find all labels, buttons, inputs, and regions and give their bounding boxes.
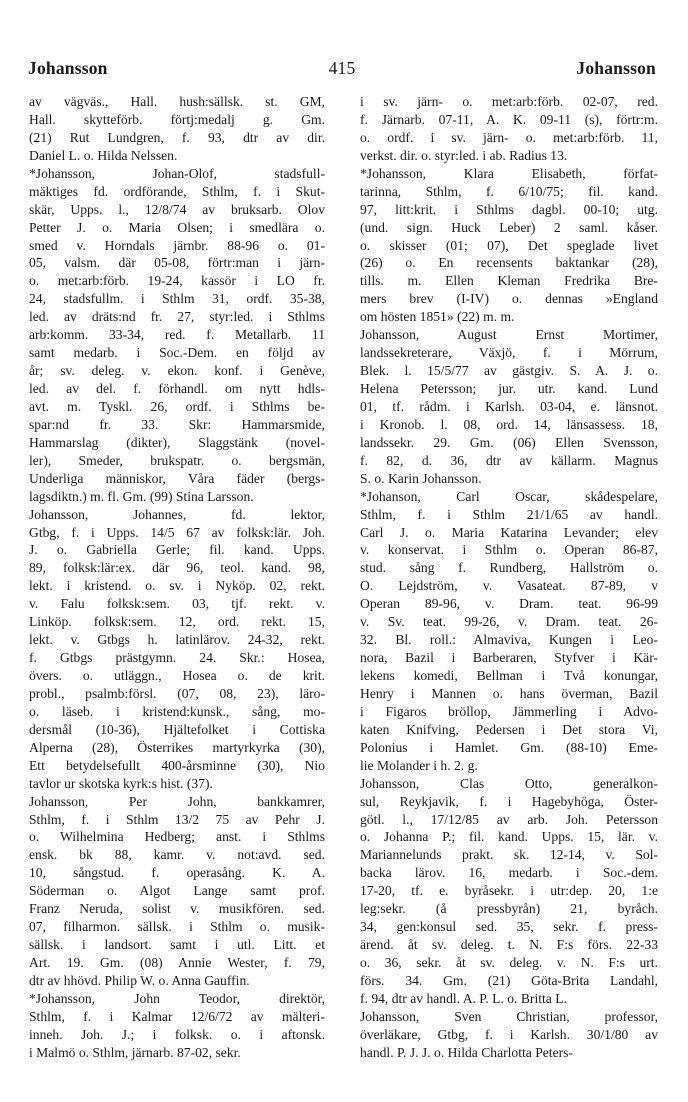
text-line: 32. Bl. roll.: Almaviva, Kungen i Leo- xyxy=(360,632,658,648)
text-line: Hall. skytteförb. förtj:medalj g. Gm. xyxy=(29,111,325,127)
text-line: v. Falu folksk:sem. 03, tjf. rekt. v. xyxy=(29,596,325,612)
text-line: i Kronob. l. 08, ord. 14, länsassess. 18, xyxy=(360,416,658,432)
text-line: Gtbg, f. i Upps. 14/5 67 av folksk:lär. Joh. xyxy=(29,524,325,540)
text-line: sul, Reykjavik, f. i Hagebyhöga, Öster- xyxy=(360,793,658,809)
text-line: S. o. Karin Johansson. xyxy=(360,470,482,486)
text-line: 10, sångstud. f. operasång. K. A. xyxy=(29,865,325,881)
right-column xyxy=(360,93,658,1062)
text-line: lie Molander i h. 2. g. xyxy=(360,757,478,773)
text-line: Art. 19. Gm. (08) Annie Wester, f. 79, xyxy=(29,955,325,970)
text-line: o. met:arb:förb. 19-24, kassör i LO fr. xyxy=(29,273,325,289)
text-line: arb:komm. 33-34, red. f. Metallarb. 11 xyxy=(29,327,325,343)
text-line: år; sv. deleg. v. ekon. konf. i Genève, xyxy=(29,363,325,379)
text-line: skär, Upps. l., 12/8/74 av bruksarb. Olov xyxy=(29,201,325,217)
text-line: katen Knifving, Pedersen i Det stora Vi, xyxy=(360,721,658,737)
text-line: tarinna, Sthlm, f. 6/10/75; fil. kand. xyxy=(360,183,658,199)
text-line: Sthlm, f. i Sthlm 13/2 75 av Pehr J. xyxy=(29,811,325,827)
text-line: Johansson, Sven Christian, professor, xyxy=(360,1008,658,1024)
text-line: stud. sång f. Rundberg, Hallström o. xyxy=(360,560,658,576)
text-line: f. 82, d. 36, dtr av källarm. Magnus xyxy=(360,452,658,468)
text-line: *Johansson, John Teodor, direktör, xyxy=(29,990,325,1006)
text-line: Operan 89-96, v. Dram. teat. 96-99 xyxy=(360,596,658,612)
text-line: Sthlm, f. i Kalmar 12/6/72 av mälteri- xyxy=(29,1008,325,1024)
text-line: lekens komedi, Bellman i Två konungar, xyxy=(360,668,658,683)
text-line: Hammarslag (dikter), Slaggstänk (novel- xyxy=(29,434,325,450)
text-line: o. läseb. i kristend:kunsk., sång, mo- xyxy=(29,703,325,719)
text-line: O. Lejdström, v. Vasateat. 87-89, v xyxy=(360,578,658,594)
text-line: Alperna (28), Österrikes martyrkyrka (30), xyxy=(29,739,325,755)
text-line: lagsdiktn.) m. fl. Gm. (99) Stina Larsson. xyxy=(29,488,254,504)
text-line: f. Gtbgs prästgymn. 24. Skr.: Hosea, xyxy=(29,650,325,666)
text-line: 34, gen:konsul sed. 35, sekr. f. press- xyxy=(360,919,658,935)
text-line: o. 36, sekr. åt sv. deleg. v. N. F:s urt. xyxy=(360,955,658,970)
text-line: Söderman o. Algot Lange samt prof. xyxy=(29,883,325,899)
text-line: led. av dräts:nd fr. 27, styr:led. i Sthlms xyxy=(29,309,325,325)
text-line: Henry i Mannen o. hans överman, Bazil xyxy=(360,685,658,701)
page-number: 415 xyxy=(328,58,356,78)
text-line: om hösten 1851» (22) m. m. xyxy=(360,309,515,325)
text-line: tills. m. Ellen Kleman Fredrika Bre- xyxy=(360,273,658,289)
text-line: 07, filharmon. sällsk. i Sthlm o. musik- xyxy=(29,919,325,935)
text-line: Johansson, Johannes, fd. lektor, xyxy=(29,506,325,522)
text-line: ler), Smeder, brukspatr. o. bergsmän, xyxy=(29,452,325,468)
text-line: mers brev (I-IV) o. dennas »England xyxy=(360,291,658,307)
text-line: verkst. dir. o. styr:led. i ab. Radius 13. xyxy=(360,147,568,163)
text-line: landssekr. 29. Gm. (06) Ellen Svensson, xyxy=(360,434,658,450)
text-line: Daniel L. o. Hilda Nelssen. xyxy=(29,147,178,163)
text-line: Polonius i Hamlet. Gm. (88-10) Eme- xyxy=(360,739,658,755)
text-line: leg:sekr. (å pressbyrån) 21, byråch. xyxy=(360,901,658,917)
text-line: handl. P. J. J. o. Hilda Charlotta Peters- xyxy=(360,1044,573,1060)
text-line: ensk. bk 88, kamr. v. not:avd. sed. xyxy=(29,847,325,863)
text-line: Blek. l. 15/5/77 av gästgiv. S. A. J. o. xyxy=(360,363,658,379)
text-line: *Johansson, Klara Elisabeth, förfat- xyxy=(360,165,658,181)
text-line: o. skisser (01; 07), Det speglade livet xyxy=(360,237,658,253)
text-line: sällsk. i landsort. samt i utl. Litt. et xyxy=(29,937,325,953)
text-line: (und. sign. Huck Leber) 2 saml. kåser. xyxy=(360,219,658,235)
text-line: Ett betydelsefullt 400-årsminne (30), Nio xyxy=(29,757,325,773)
text-line: Underliga människor, Våra fäder (bergs- xyxy=(29,470,325,486)
text-line: backa lärov. 16, medarb. i Soc.-dem. xyxy=(360,865,658,881)
text-line: f. Järnarb. 07-11, A. K. 09-11 (s), förtr:m. xyxy=(360,111,658,127)
text-line: överläkare, Gtbg, f. i Karlsh. 30/1/80 av xyxy=(360,1026,658,1042)
text-line: o. Wilhelmina Hedberg; anst. i Sthlms xyxy=(29,829,325,845)
text-line: Franz Neruda, solist v. musikfören. sed. xyxy=(29,901,325,917)
text-line: avt. m. Tyskl. 26, ordf. i Sthlms be- xyxy=(29,398,325,414)
text-line: *Johansson, Johan-Olof, stadsfull- xyxy=(29,165,325,181)
header-left-name: Johansson xyxy=(28,58,108,78)
text-line: dersmål (10-36), Hjältefolket i Cottiska xyxy=(29,721,325,737)
text-line: samt medarb. i Soc.-Dem. en följd av xyxy=(29,345,325,361)
text-line: mäktiges fd. ordförande, Sthlm, f. i Skut- xyxy=(29,183,325,199)
running-header xyxy=(28,58,656,82)
text-line: f. 94, dtr av handl. A. P. L. o. Britta L. xyxy=(360,990,567,1006)
text-line: i Malmö o. Sthlm, järnarb. 87-02, sekr. xyxy=(29,1044,241,1060)
text-line: (26) o. En recensents baktankar (28), xyxy=(360,255,658,271)
text-line: probl., psalmb:försl. (07, 08, 23), läro- xyxy=(29,685,325,701)
text-line: v. Sv. teat. 99-26, v. Dram. teat. 26- xyxy=(360,614,658,630)
text-line: dtr av hhövd. Philip W. o. Anna Gauffin. xyxy=(29,972,250,988)
text-line: smed v. Horndals järnbr. 88-96 o. 01- xyxy=(29,237,325,253)
text-line: 97, litt:krit. i Sthlms dagbl. 00-10; utg. xyxy=(360,201,658,217)
text-line: lekt. i kristend. o. sv. i Nyköp. 02, rekt. xyxy=(29,578,325,594)
text-line: i Figaros bröllop, Jämmerling i Advo- xyxy=(360,703,658,719)
text-line: led. av del. f. förhandl. om nytt hdls- xyxy=(29,381,325,396)
text-line: 01, tf. rådm. i Karlsh. 03-04, e. länsnot. xyxy=(360,398,658,414)
text-line: spar:nd fr. 33. Skr: Hammarsmide, xyxy=(29,416,325,432)
text-line: 05, valsm. där 05-08, förtr:man i järn- xyxy=(29,255,325,271)
text-line: Sthlm, f. i Sthlm 21/1/65 av handl. xyxy=(360,506,658,522)
text-line: förs. 34. Gm. (21) Göta-Brita Landahl, xyxy=(360,972,658,988)
text-line: v. konservat. i Sthlm o. Operan 86-87, xyxy=(360,542,658,558)
text-line: inneh. Joh. J.; i folksk. o. i aftonsk. xyxy=(29,1026,325,1042)
text-line: av vägväs., Hall. hush:sällsk. st. GM, xyxy=(29,94,325,109)
text-line: lekt. v. Gtbgs h. latinlärov. 24-32, rekt. xyxy=(29,632,325,648)
text-line: Carl J. o. Maria Katarina Levander; elev xyxy=(360,524,658,540)
text-line: Petter J. o. Maria Olsen; i smedlära o. xyxy=(29,219,325,235)
text-line: (21) Rut Lundgren, f. 93, dtr av dir. xyxy=(29,129,325,145)
text-line: 17-20, tf. e. byråsekr. i utr:dep. 20, 1:e xyxy=(360,883,658,899)
text-line: *Johanson, Carl Oscar, skådespelare, xyxy=(360,488,658,504)
text-line: 89, folksk:lär:ex. där 96, teol. kand. 98, xyxy=(29,560,325,576)
text-line: Johansson, August Ernst Mortimer, xyxy=(360,327,658,343)
text-line: landssekreterare, Växjö, f. i Mörrum, xyxy=(360,345,658,361)
text-line: Linköp. folksk:sem. 12, ord. rekt. 15, xyxy=(29,614,325,630)
header-right-name: Johansson xyxy=(576,58,656,78)
text-line: o. ordf. i sv. järn- o. met:arb:förb. 11, xyxy=(360,129,658,145)
text-line: ärend. åt sv. deleg. t. N. F:s förs. 22-33 xyxy=(360,937,658,953)
left-column xyxy=(29,93,325,1062)
text-line: J. o. Gabriella Gerle; fil. kand. Upps. xyxy=(29,542,325,558)
text-line: i sv. järn- o. met:arb:förb. 02-07, red. xyxy=(360,94,658,109)
text-line: Mariannelunds prakt. sk. 12-14, v. Sol- xyxy=(360,847,658,863)
text-line: Helena Petersson; jur. utr. kand. Lund xyxy=(360,381,658,396)
text-line: nora, Bazil i Barberaren, Styfver i Kär- xyxy=(360,650,658,666)
text-line: Johansson, Per John, bankkamrer, xyxy=(29,793,325,809)
text-line: tavlor ur skotska kyrk:s hist. (37). xyxy=(29,775,213,791)
text-line: Johansson, Clas Otto, generalkon- xyxy=(360,775,658,791)
text-line: 24, stadsfullm. i Sthlm 31, ordf. 35-38, xyxy=(29,291,325,307)
text-line: övers. o. utläggn., Hosea o. de krit. xyxy=(29,668,325,683)
text-line: götl. l., 17/12/85 av arb. Joh. Petersson xyxy=(360,811,658,827)
text-line: o. Johanna P.; fil. kand. Upps. 15, lär. v. xyxy=(360,829,658,845)
